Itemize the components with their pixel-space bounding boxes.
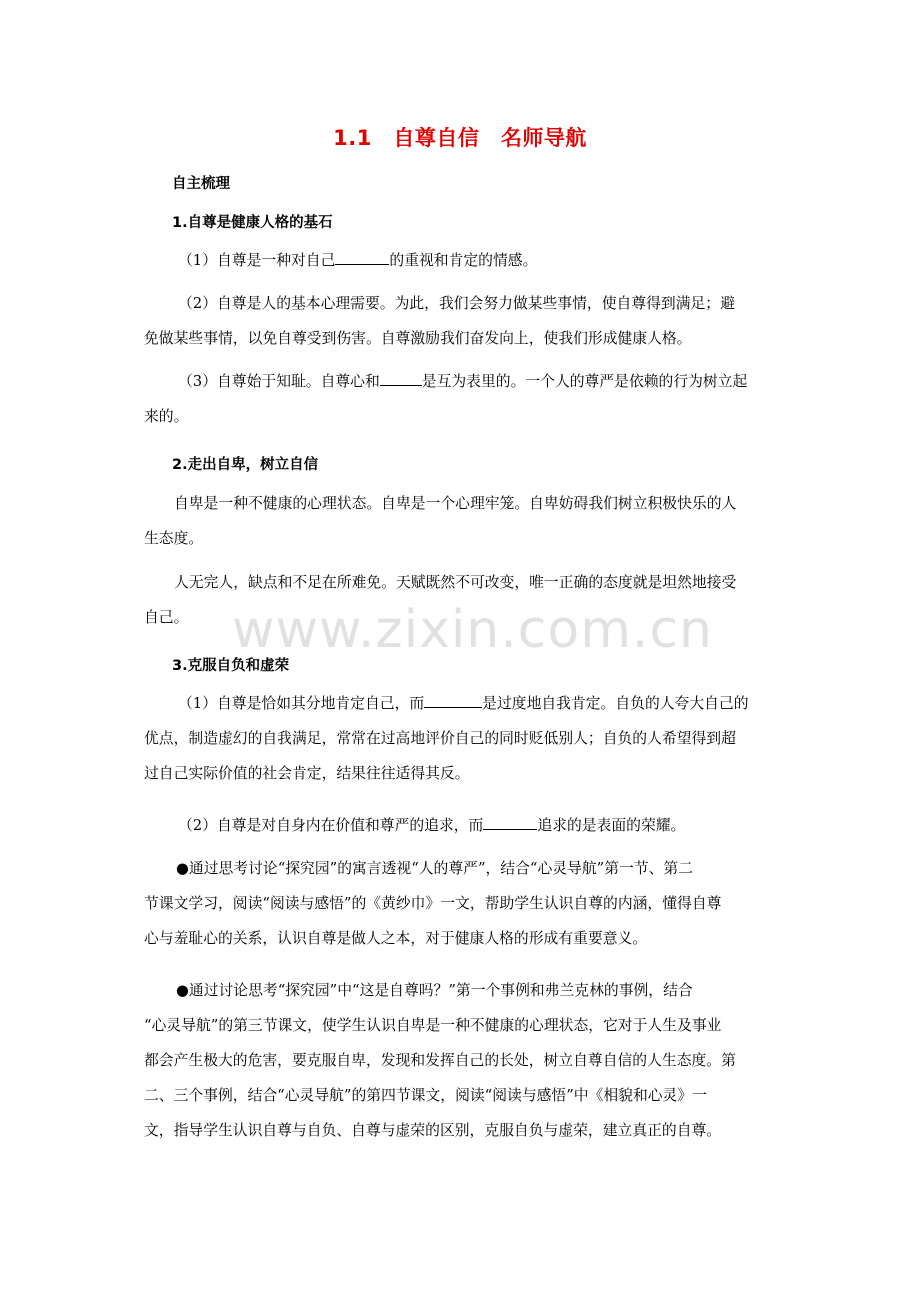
section-3-para-2: （2）自尊是对自身内在价值和尊严的追求，而 追求的是表面的荣耀。 <box>172 808 782 843</box>
fill-blank <box>335 249 389 265</box>
heading-self-study: 自主梳理 <box>172 176 230 192</box>
section-2-para-1: 自卑是一种不健康的心理状态。自卑是一个心理牢笼。自卑妨碍我们树立积极快乐的人 生态度。 <box>144 495 737 547</box>
fill-blank <box>424 692 482 708</box>
bullet-paragraph-2: ●通过讨论思考“探究园”中“这是自尊吗？”第一个事例和弗兰克林的事例，结合 “心灵导航”的第三节课文，使学生认识自卑是一种不健康的心理状态，它对于人生及事业 都会产生极大的危害，要克服自卑，发现和发挥自己的长处，树立自尊自信的人生态度。第 二、三个事例，结合“心灵导航”的第四节课文，阅读“阅读与感悟”中《相貌和心灵》一 文，指导学生认识自尊与自负、自尊与虚荣的区别，克服自负与虚荣，建立真正的自尊。 <box>144 982 736 1139</box>
section-1-para-3: （3）自尊始于知耻。自尊心和 是互为表里的。一个人的尊严是依赖的行为树立起 来的。 <box>172 364 782 434</box>
section-1-heading: 1.自尊是健康人格的基石 <box>172 215 333 231</box>
section-3-heading: 3.克服自负和虚荣 <box>172 658 290 674</box>
fill-blank <box>483 814 537 830</box>
section-2-heading: 2.走出自卑，树立自信 <box>172 457 319 473</box>
page-title: 1.1 自尊自信 名师导航 <box>333 126 587 150</box>
bullet-paragraph-1: ●通过思考讨论“探究园”的寓言透视“人的尊严”，结合“心灵导航”第一节、第二 节课文学习，阅读“阅读与感悟”的《黄纱巾》一文，帮助学生认识自尊的内涵，懂得自尊 心与羞耻心的关系，认识自尊是做人之本，对于健康人格的形成有重要意义。 <box>144 860 722 947</box>
section-1-para-2: （2）自尊是人的基本心理需要。为此，我们会努力做某些事情，使自尊得到满足；避 免做某些事情，以免自尊受到伤害。自尊激励我们奋发向上，使我们形成健康人格。 <box>144 295 735 347</box>
fill-blank <box>380 370 422 386</box>
watermark: www.zixin.com.cn <box>232 600 713 660</box>
section-1-para-1: （1）自尊是一种对自己 的重视和肯定的情感。 <box>172 243 782 278</box>
section-3-para-1: （1）自尊是恰如其分地肯定自己，而 是过度地自我肯定。自负的人夸大自己的 优点，制造虚幻的自我满足，常常在过高地评价自己的同时贬低别人；自负的人希望得到超 过自己实际价值的社会肯定，结果往往适得其反。 <box>172 686 782 791</box>
section-2-para-2: 人无完人，缺点和不足在所难免。天赋既然不可改变，唯一正确的态度就是坦然地接受 自己。 <box>144 574 737 626</box>
